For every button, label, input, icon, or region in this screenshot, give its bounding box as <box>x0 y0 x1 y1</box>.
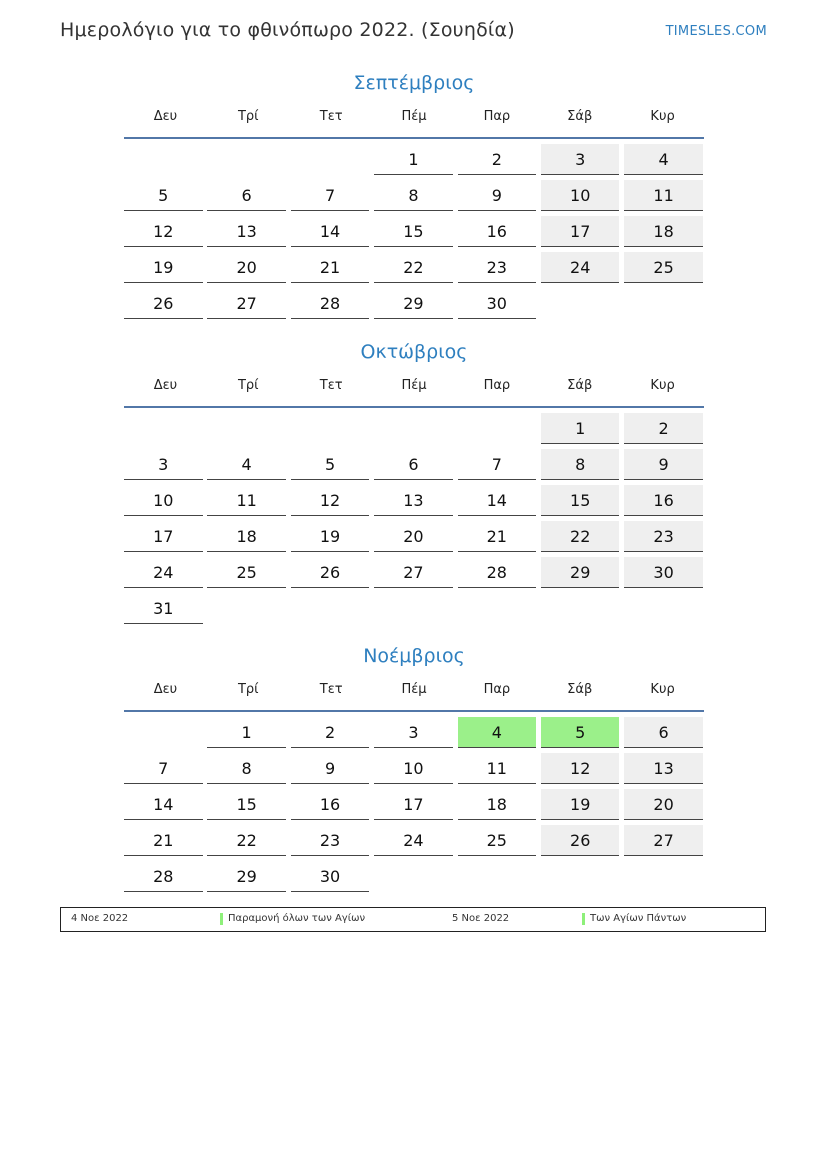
brand-link[interactable]: TIMESLES.COM <box>665 24 767 39</box>
empty-day-cell <box>291 593 370 624</box>
day-cell[interactable]: 31 <box>124 593 203 624</box>
week-row <box>124 413 704 449</box>
weekend-day-cell[interactable]: 11 <box>624 180 703 211</box>
day-cell[interactable]: 9 <box>291 753 370 784</box>
month-title: Σεπτέμβριος <box>353 72 475 94</box>
empty-day-cell <box>291 413 370 444</box>
day-cell[interactable]: 15 <box>374 216 453 247</box>
day-cell[interactable]: 7 <box>291 180 370 211</box>
weekend-day-cell[interactable]: 18 <box>624 216 703 247</box>
day-cell[interactable]: 28 <box>291 288 370 319</box>
week-row <box>124 252 704 288</box>
day-cell[interactable]: 7 <box>124 753 203 784</box>
empty-day-cell <box>374 413 453 444</box>
weekday-label: Τετ <box>319 378 343 393</box>
weekday-header <box>124 670 704 712</box>
weekday-label: Παρ <box>483 109 511 124</box>
day-cell[interactable]: 24 <box>124 557 203 588</box>
empty-day-cell <box>374 593 453 624</box>
week-row <box>124 180 704 216</box>
month-october <box>124 338 704 629</box>
week-row <box>124 288 704 324</box>
week-row <box>124 485 704 521</box>
page-title: Ημερολόγιο για το φθινόπωρο 2022. (Σουηδία) <box>60 19 515 41</box>
month-title: Οκτώβριος <box>360 341 468 363</box>
day-cell[interactable]: 12 <box>124 216 203 247</box>
day-cell[interactable]: 14 <box>291 216 370 247</box>
weekday-label: Παρ <box>483 682 511 697</box>
weekend-day-cell[interactable]: 8 <box>541 449 620 480</box>
day-cell[interactable]: 2 <box>291 717 370 748</box>
weekday-header <box>124 366 704 408</box>
weekday-label: Τρί <box>237 109 259 124</box>
weekend-day-cell[interactable]: 4 <box>624 144 703 175</box>
day-cell[interactable]: 22 <box>374 252 453 283</box>
day-cell[interactable]: 4 <box>207 449 286 480</box>
legend-date: 5 Νοε 2022 <box>452 913 510 924</box>
month-grid <box>124 139 704 324</box>
empty-day-cell <box>374 861 453 892</box>
day-cell[interactable]: 24 <box>374 825 453 856</box>
weekday-header <box>124 97 704 139</box>
weekend-day-cell[interactable]: 25 <box>624 252 703 283</box>
day-cell[interactable]: 19 <box>124 252 203 283</box>
weekday-label: Τρί <box>237 682 259 697</box>
empty-day-cell <box>124 144 203 175</box>
empty-day-cell <box>624 861 703 892</box>
holiday-color-swatch <box>220 913 223 925</box>
weekday-label: Πέμ <box>401 109 427 124</box>
weekday-label: Πέμ <box>401 682 427 697</box>
weekend-day-cell[interactable]: 23 <box>624 521 703 552</box>
day-cell[interactable]: 10 <box>124 485 203 516</box>
empty-day-cell <box>124 717 203 748</box>
day-cell[interactable]: 16 <box>458 216 537 247</box>
day-cell[interactable]: 18 <box>207 521 286 552</box>
legend-date: 4 Νοε 2022 <box>71 913 129 924</box>
weekday-label: Δευ <box>153 378 178 393</box>
weekend-day-cell[interactable]: 6 <box>624 717 703 748</box>
day-cell[interactable]: 26 <box>124 288 203 319</box>
day-cell[interactable]: 11 <box>458 753 537 784</box>
legend-holiday-name: Των Αγίων Πάντων <box>590 913 687 924</box>
weekend-day-cell[interactable]: 13 <box>624 753 703 784</box>
weekday-label: Τετ <box>319 109 343 124</box>
day-cell[interactable]: 19 <box>291 521 370 552</box>
day-cell[interactable]: 2 <box>458 144 537 175</box>
day-cell[interactable]: 18 <box>458 789 537 820</box>
day-cell[interactable]: 14 <box>124 789 203 820</box>
weekday-label: Κυρ <box>650 682 675 697</box>
weekend-day-cell[interactable]: 29 <box>541 557 620 588</box>
day-cell[interactable]: 1 <box>207 717 286 748</box>
week-row <box>124 449 704 485</box>
week-row <box>124 521 704 557</box>
weekday-label: Πέμ <box>401 378 427 393</box>
empty-day-cell <box>624 288 703 319</box>
empty-day-cell <box>624 593 703 624</box>
day-cell[interactable]: 26 <box>291 557 370 588</box>
weekday-label: Τρί <box>237 378 259 393</box>
day-cell[interactable]: 6 <box>207 180 286 211</box>
holiday-legend <box>60 907 766 932</box>
day-cell[interactable]: 27 <box>374 557 453 588</box>
weekend-day-cell[interactable]: 3 <box>541 144 620 175</box>
empty-day-cell <box>458 593 537 624</box>
day-cell[interactable]: 5 <box>291 449 370 480</box>
day-cell[interactable]: 22 <box>207 825 286 856</box>
empty-day-cell <box>207 144 286 175</box>
weekday-label: Σάβ <box>567 378 593 393</box>
day-cell[interactable]: 10 <box>374 753 453 784</box>
day-cell[interactable]: 11 <box>207 485 286 516</box>
weekday-label: Δευ <box>153 682 178 697</box>
weekend-day-cell[interactable]: 1 <box>541 413 620 444</box>
weekday-label: Σάβ <box>567 682 593 697</box>
day-cell[interactable]: 1 <box>374 144 453 175</box>
empty-day-cell <box>291 144 370 175</box>
day-cell[interactable]: 3 <box>374 717 453 748</box>
day-cell[interactable]: 23 <box>291 825 370 856</box>
empty-day-cell <box>458 861 537 892</box>
empty-day-cell <box>124 413 203 444</box>
day-cell[interactable]: 6 <box>374 449 453 480</box>
week-row <box>124 861 704 897</box>
weekend-day-cell[interactable]: 15 <box>541 485 620 516</box>
day-cell[interactable]: 21 <box>124 825 203 856</box>
month-september <box>124 69 704 324</box>
month-november <box>124 642 704 897</box>
day-cell[interactable]: 28 <box>458 557 537 588</box>
weekend-day-cell[interactable]: 12 <box>541 753 620 784</box>
day-cell[interactable]: 13 <box>374 485 453 516</box>
day-cell[interactable]: 13 <box>207 216 286 247</box>
day-cell[interactable]: 29 <box>374 288 453 319</box>
day-cell[interactable]: 15 <box>207 789 286 820</box>
day-cell[interactable]: 12 <box>291 485 370 516</box>
day-cell[interactable]: 17 <box>124 521 203 552</box>
week-row <box>124 216 704 252</box>
weekend-day-cell[interactable]: 22 <box>541 521 620 552</box>
legend-holiday-name: Παραμονή όλων των Αγίων <box>228 913 366 924</box>
weekday-label: Τετ <box>319 682 343 697</box>
week-row <box>124 825 704 861</box>
week-row <box>124 593 704 629</box>
day-cell[interactable]: 27 <box>207 288 286 319</box>
week-row <box>124 144 704 180</box>
weekend-day-cell[interactable]: 26 <box>541 825 620 856</box>
empty-day-cell <box>458 413 537 444</box>
day-cell[interactable]: 14 <box>458 485 537 516</box>
weekday-label: Κυρ <box>650 378 675 393</box>
weekend-day-cell[interactable]: 30 <box>624 557 703 588</box>
day-cell[interactable]: 7 <box>458 449 537 480</box>
day-cell[interactable]: 23 <box>458 252 537 283</box>
day-cell[interactable]: 16 <box>291 789 370 820</box>
weekend-day-cell[interactable]: 17 <box>541 216 620 247</box>
day-cell[interactable]: 30 <box>458 288 537 319</box>
week-row <box>124 557 704 593</box>
weekend-day-cell[interactable]: 24 <box>541 252 620 283</box>
day-cell[interactable]: 28 <box>124 861 203 892</box>
week-row <box>124 717 704 753</box>
weekend-day-cell[interactable]: 19 <box>541 789 620 820</box>
weekend-day-cell[interactable]: 16 <box>624 485 703 516</box>
day-cell[interactable]: 21 <box>458 521 537 552</box>
day-cell[interactable]: 8 <box>374 180 453 211</box>
day-cell[interactable]: 21 <box>291 252 370 283</box>
week-row <box>124 753 704 789</box>
holiday-day-cell[interactable]: 4 <box>458 717 537 748</box>
weekday-label: Κυρ <box>650 109 675 124</box>
day-cell[interactable]: 20 <box>374 521 453 552</box>
month-grid <box>124 712 704 897</box>
day-cell[interactable]: 25 <box>458 825 537 856</box>
day-cell[interactable]: 8 <box>207 753 286 784</box>
day-cell[interactable]: 29 <box>207 861 286 892</box>
month-title: Νοέμβριος <box>363 645 465 667</box>
day-cell[interactable]: 5 <box>124 180 203 211</box>
empty-day-cell <box>541 593 620 624</box>
holiday-color-swatch <box>582 913 585 925</box>
weekend-day-cell[interactable]: 9 <box>624 449 703 480</box>
empty-day-cell <box>207 593 286 624</box>
weekday-label: Παρ <box>483 378 511 393</box>
empty-day-cell <box>207 413 286 444</box>
week-row <box>124 789 704 825</box>
day-cell[interactable]: 25 <box>207 557 286 588</box>
day-cell[interactable]: 20 <box>207 252 286 283</box>
holiday-day-cell[interactable]: 5 <box>541 717 620 748</box>
weekend-day-cell[interactable]: 20 <box>624 789 703 820</box>
weekend-day-cell[interactable]: 2 <box>624 413 703 444</box>
weekend-day-cell[interactable]: 27 <box>624 825 703 856</box>
weekend-day-cell[interactable]: 10 <box>541 180 620 211</box>
day-cell[interactable]: 3 <box>124 449 203 480</box>
weekday-label: Δευ <box>153 109 178 124</box>
day-cell[interactable]: 30 <box>291 861 370 892</box>
month-grid <box>124 408 704 629</box>
day-cell[interactable]: 17 <box>374 789 453 820</box>
empty-day-cell <box>541 861 620 892</box>
empty-day-cell <box>541 288 620 319</box>
weekday-label: Σάβ <box>567 109 593 124</box>
day-cell[interactable]: 9 <box>458 180 537 211</box>
